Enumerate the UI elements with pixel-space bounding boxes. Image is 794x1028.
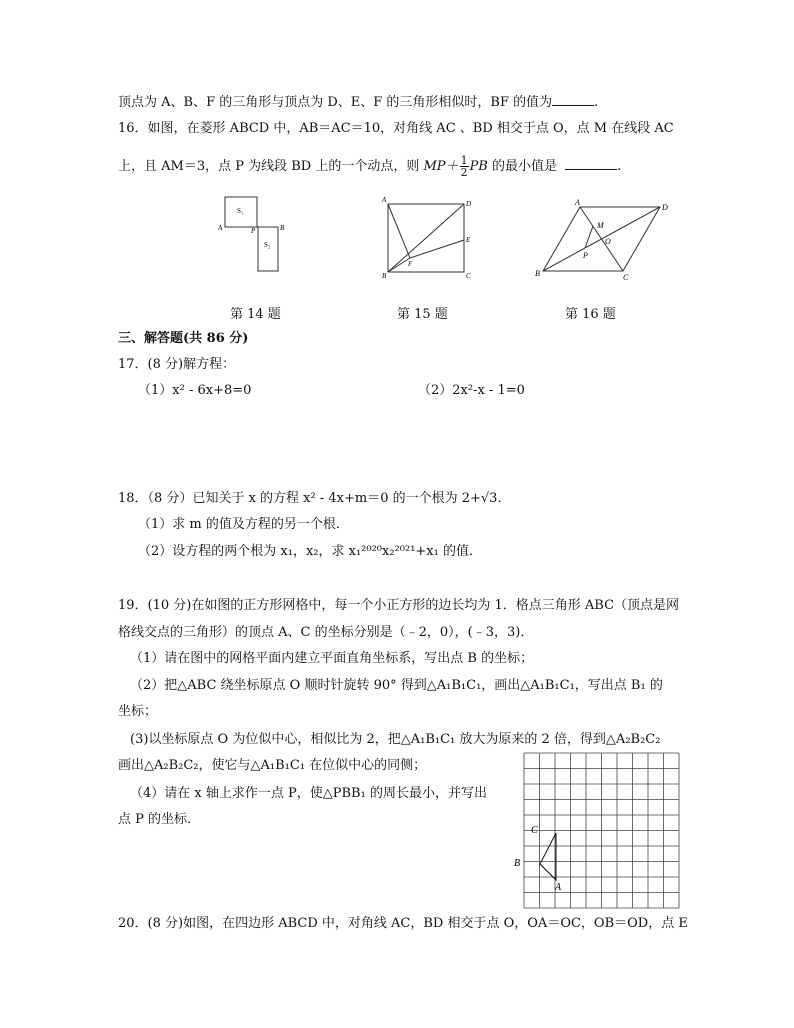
- q19-part3a: (3)以坐标原点 O 为位似中心，相似比为 2，把△A₁B₁C₁ 放大为原来的 2 倍，得到△A₂B₂C₂: [130, 732, 661, 747]
- grid-lines: [524, 753, 679, 908]
- label-d: D: [466, 200, 472, 208]
- q19-line2: 格线交点的三角形）的顶点 A、C 的坐标分别是（﹣2，0），(﹣3，3)．: [118, 625, 534, 640]
- label-s2: S₂: [264, 241, 271, 249]
- fraction-one-half: [460, 155, 469, 178]
- q19-part2a: （2）把△ABC 绕坐标原点 O 顺时针旋转 90° 得到△A₁B₁C₁，画出△A₁B₁C₁，写出点 B₁ 的: [130, 678, 663, 693]
- caption-fig14: 第 14 题: [230, 307, 281, 322]
- figure-16: [535, 198, 675, 282]
- q19-line1: 19．(10 分)在如图的正方形网格中，每一个小正方形的边长均为 1．格点三角形 ABC（顶点是网: [118, 598, 680, 613]
- label-m: M: [597, 221, 604, 230]
- figure-15: [380, 194, 480, 284]
- segment-fe: [410, 240, 464, 258]
- label-p: P: [251, 227, 256, 235]
- frac-numerator: 1: [460, 154, 468, 167]
- segment-af: [388, 204, 410, 258]
- q16-line2: [118, 155, 621, 178]
- q17-part2: （2）2x²-x - 1=0: [418, 383, 525, 398]
- label-c: C: [623, 273, 629, 282]
- answer-blank: [565, 157, 617, 170]
- q16-end: .: [617, 159, 622, 174]
- q19-part4b: 点 P 的坐标．: [118, 812, 201, 827]
- label-e: E: [466, 236, 471, 244]
- label-p: P: [583, 251, 588, 260]
- label-c: C: [466, 272, 471, 280]
- diagonal-bd: [543, 207, 660, 271]
- q20-line1: 20．(8 分)如图，在四边形 ABCD 中，对角线 AC，BD 相交于点 O，OA＝OC，OB＝OD，点 E: [118, 916, 688, 931]
- q15-tail-line: [118, 93, 598, 112]
- label-d: D: [662, 203, 668, 212]
- q16-line2-post: 的最小值是: [487, 159, 558, 174]
- label-a: A: [555, 882, 562, 893]
- triangle-abc: [540, 833, 556, 880]
- caption-fig16: 第 16 题: [565, 307, 616, 322]
- q18-stem: 18．（8 分）已知关于 x 的方程 x² - 4x+m＝0 的一个根为 2+√3．: [118, 491, 511, 506]
- q16-expr-b: PB: [469, 159, 488, 174]
- diagonal-bd: [388, 204, 464, 272]
- q16-expr-a: MP＋: [423, 159, 459, 174]
- q18-part1: （1）求 m 的值及方程的另一个根．: [138, 517, 349, 532]
- label-o: O: [605, 237, 611, 246]
- q18-part2: （2）设方程的两个根为 x₁，x₂，求 x₁²⁰²⁰x₂²⁰²¹+x₁ 的值．: [138, 544, 482, 559]
- q19-part2b: 坐标；: [118, 704, 158, 719]
- q15-tail-text: 顶点为 A、B、F 的三角形与顶点为 D、E、F 的三角形相似时，BF 的值为: [118, 95, 553, 110]
- rect-s2: [258, 227, 278, 271]
- label-s1: S₁: [237, 207, 244, 215]
- label-a: A: [218, 224, 223, 232]
- label-b: B: [382, 272, 387, 280]
- q17-stem: 17．(8 分)解方程：: [118, 357, 236, 372]
- frac-denominator: 2: [460, 166, 468, 179]
- segment-fb: [388, 258, 410, 272]
- label-b: B: [535, 269, 540, 278]
- label-f: F: [408, 260, 413, 268]
- q16-line2-pre: 上，且 AM＝3，点 P 为线段 BD 上的一个动点，则: [118, 159, 420, 174]
- coordinate-grid-figure: [510, 752, 685, 912]
- figure-14: [218, 195, 298, 275]
- label-c: C: [531, 825, 538, 836]
- label-b: B: [280, 224, 285, 232]
- q17-part1: （1）x² - 6x+8=0: [138, 383, 252, 398]
- label-a: A: [382, 196, 387, 204]
- caption-fig15: 第 15 题: [397, 307, 448, 322]
- label-b: B: [514, 858, 521, 869]
- section-title: 三、解答题(共 86 分): [118, 331, 249, 346]
- q19-part1: （1）请在图中的网格平面内建立平面直角坐标系，写出点 B 的坐标；: [130, 651, 534, 666]
- q15-tail-end: .: [594, 95, 599, 110]
- q16-line1: 16．如图，在菱形 ABCD 中，AB＝AC＝10，对角线 AC 、BD 相交于点 O，点 M 在线段 AC: [118, 121, 674, 136]
- q19-part3b: 画出△A₂B₂C₂，使它与△A₁B₁C₁ 在位似中心的同侧；: [118, 758, 427, 773]
- q19-part4a: （4）请在 x 轴上求作一点 P，使△PBB₁ 的周长最小，并写出: [130, 786, 487, 801]
- label-a: A: [575, 198, 580, 207]
- answer-blank: [552, 93, 594, 106]
